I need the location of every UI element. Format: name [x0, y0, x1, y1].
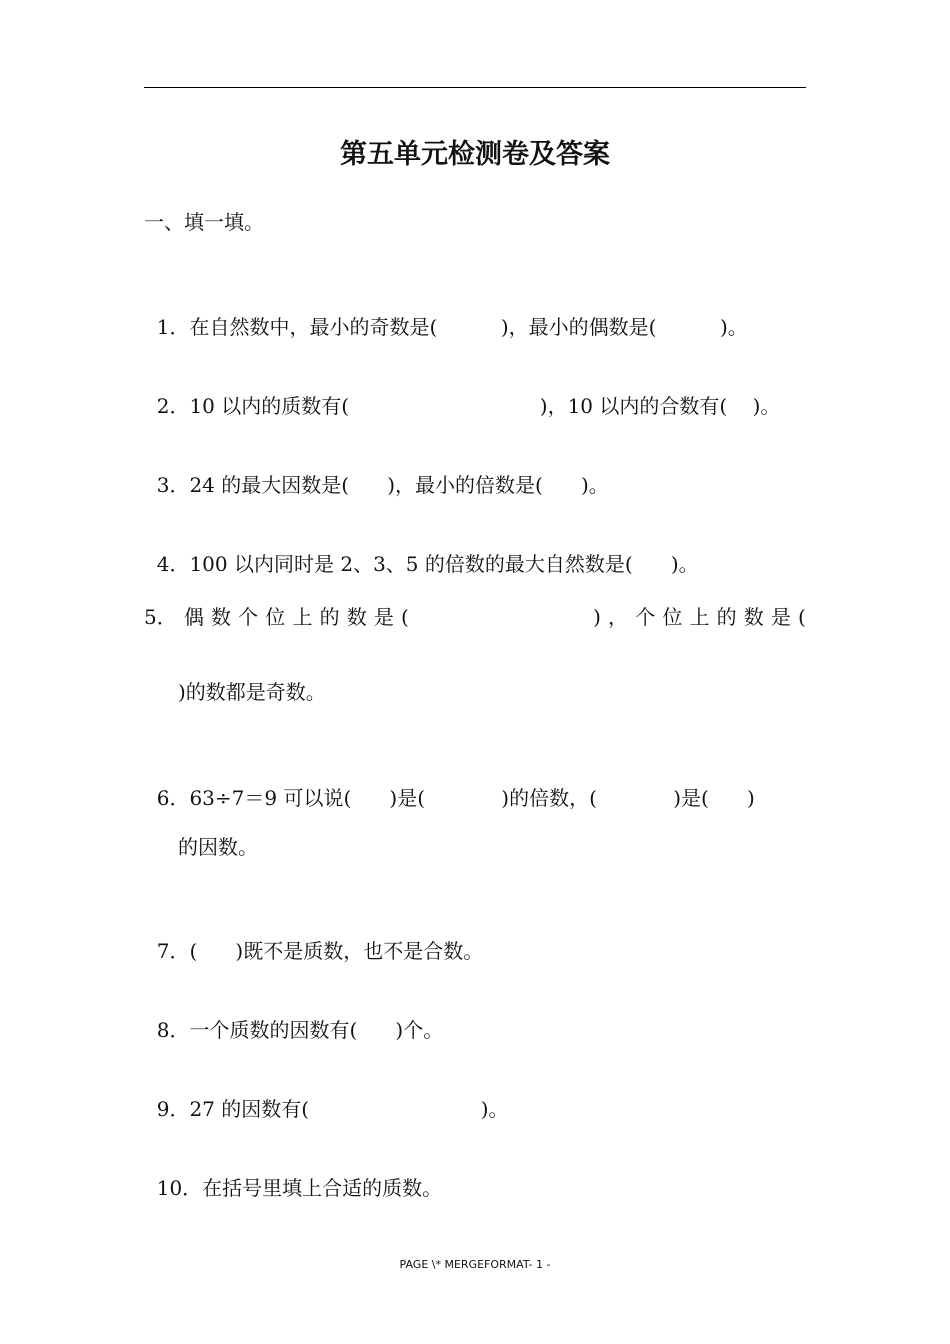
question-text: 在括号里填上合适的质数。 — [202, 1176, 443, 1200]
question-1 — [144, 288, 748, 340]
q5-char: 的 — [716, 605, 737, 629]
question-text: 100 以内同时是 2、3、5 的倍数的最大自然数是( )。 — [189, 552, 699, 576]
question-8 — [144, 991, 443, 1043]
q5-char: 是 — [373, 605, 394, 629]
question-number: 9． — [156, 1097, 190, 1121]
q5-char: 偶 — [183, 605, 204, 629]
question-3 — [144, 446, 609, 498]
q5-char: 是 — [770, 605, 791, 629]
q5-char: 的 — [319, 605, 340, 629]
question-text: 在自然数中，最小的奇数是( )，最小的偶数是( )。 — [189, 315, 748, 339]
question-6 — [144, 759, 755, 811]
question-text: 10 以内的质数有( )，10 以内的合数有( )。 — [189, 394, 781, 418]
q5-char: ， — [608, 605, 629, 629]
question-number: 1． — [156, 315, 190, 339]
q5-char: 位 — [265, 605, 286, 629]
question-5 — [144, 604, 806, 630]
question-4 — [144, 525, 699, 577]
page-title: 第五单元检测卷及答案 — [340, 139, 610, 170]
question-number: 10． — [156, 1176, 203, 1200]
q5-char: ( — [401, 605, 409, 629]
question-2 — [144, 367, 780, 419]
q5-char: ( — [798, 605, 806, 629]
question-text: 27 的因数有( )。 — [189, 1097, 509, 1121]
question-10 — [144, 1149, 442, 1201]
question-number: 3． — [156, 473, 190, 497]
page-footer: PAGE \* MERGEFORMAT- 1 - — [399, 1258, 551, 1271]
question-number: 8． — [156, 1018, 190, 1042]
question-number: 6． — [156, 786, 190, 810]
q5-char: 数 — [211, 605, 232, 629]
question-text: 一个质数的因数有( )个。 — [189, 1018, 444, 1042]
q5-char: 个 — [238, 605, 259, 629]
q5-char: 上 — [689, 605, 710, 629]
q5-char: 数 — [346, 605, 367, 629]
header-rule — [144, 87, 806, 88]
q5-char: ) — [593, 605, 601, 629]
section-heading: 一、填一填。 — [144, 210, 264, 234]
question-text: 24 的最大因数是( )，最小的倍数是( )。 — [189, 473, 609, 497]
question-7 — [144, 912, 483, 964]
question-text: ( )既不是质数，也不是合数。 — [189, 939, 484, 963]
q5-char: 数 — [743, 605, 764, 629]
question-number: 7． — [156, 939, 190, 963]
question-9 — [144, 1070, 509, 1122]
question-text: 63÷7＝9 可以说( )是( )的倍数，( )是( ) — [189, 786, 755, 810]
question-5-continuation: )的数都是奇数。 — [178, 680, 326, 704]
question-number: 2． — [156, 394, 190, 418]
q5-char: 位 — [662, 605, 683, 629]
question-number: 5． — [144, 605, 177, 629]
q5-char: 个 — [635, 605, 656, 629]
answer-blank[interactable] — [416, 604, 586, 630]
question-number: 4． — [156, 552, 190, 576]
q5-char: 上 — [292, 605, 313, 629]
question-6-continuation: 的因数。 — [178, 835, 258, 859]
